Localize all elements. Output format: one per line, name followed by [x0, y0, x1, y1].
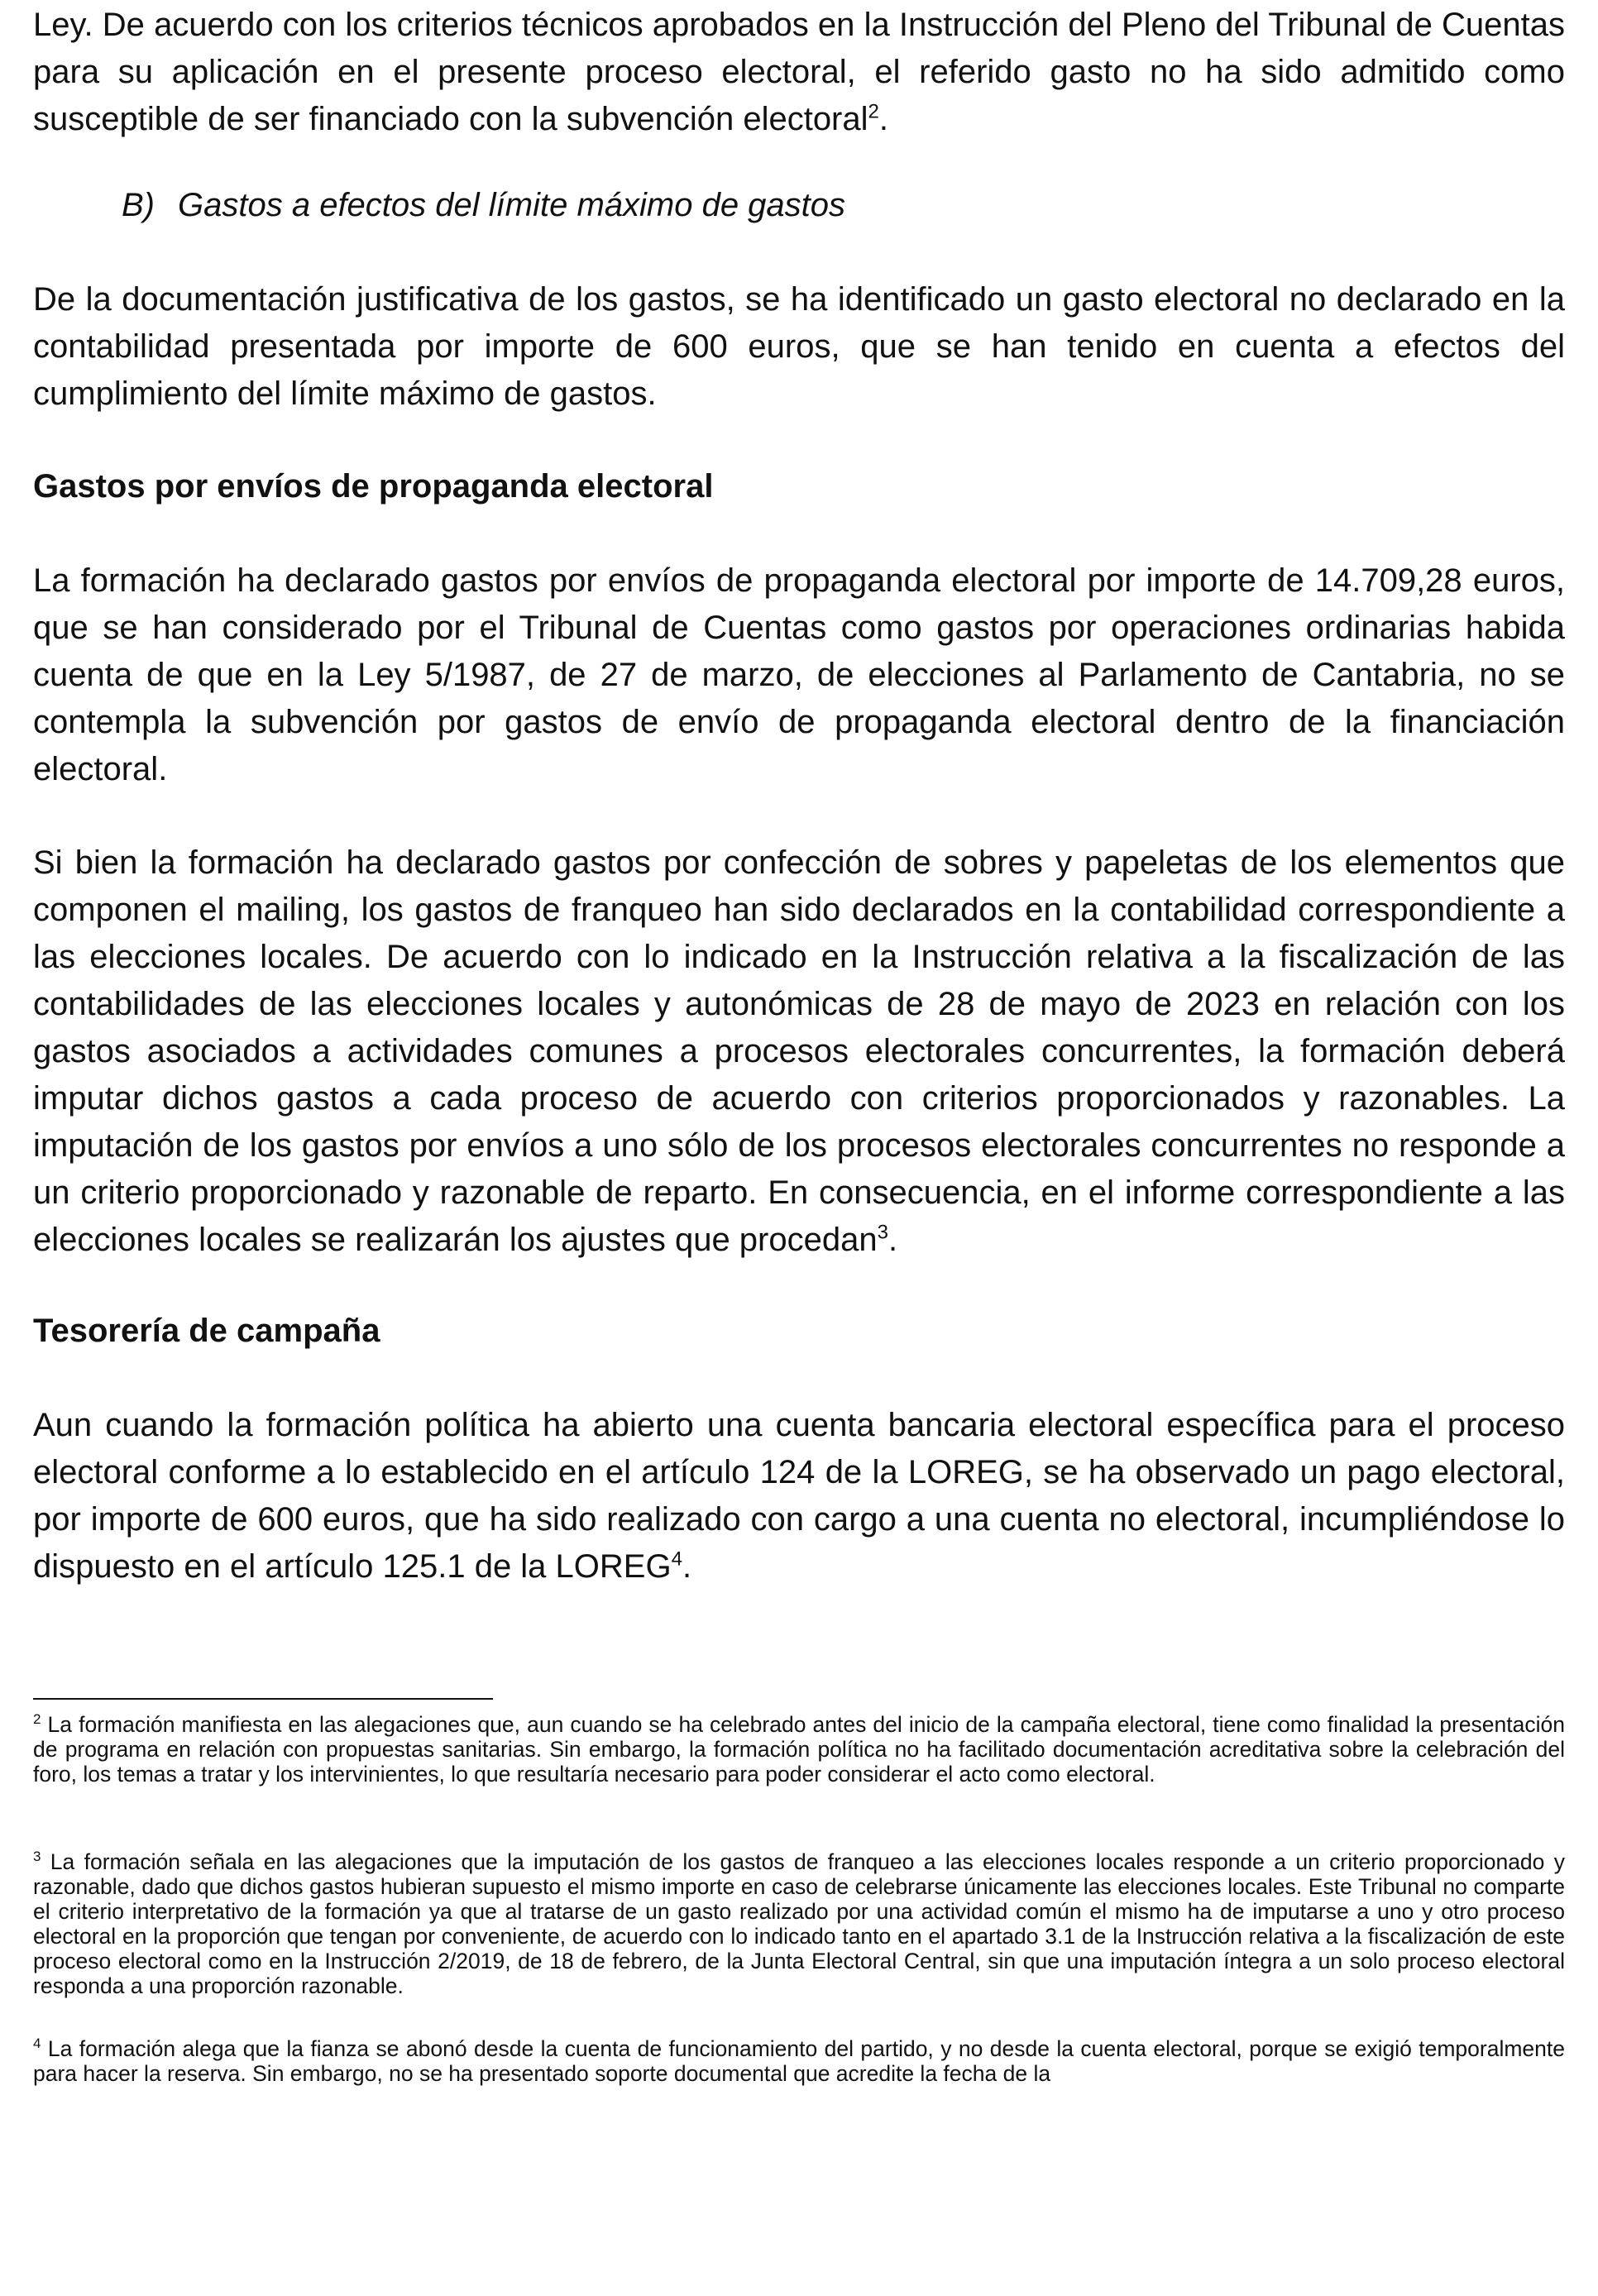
footnote-number: 3 — [33, 1849, 41, 1865]
heading-tesoreria: Tesorería de campaña — [33, 1313, 380, 1349]
footnote-3 — [33, 1849, 1565, 1998]
section-subtitle — [122, 182, 845, 229]
footnote-4 — [33, 2036, 1565, 2086]
paragraph-end: . — [888, 1222, 898, 1258]
section-letter: B) — [122, 187, 155, 223]
footnote-text: La formación manifiesta en las alegaciones que, aun cuando se ha celebrado antes del inicio de la campaña electoral, tiene como finalidad la presentación de programa en relación con propuestas sanitarias. Sin embargo, la formación política no ha facilitado documentación acreditativa sobre la celebración del foro, los temas a tratar y los intervinientes, lo que resultaría necesario para poder considerar el acto como electoral. — [33, 1712, 1565, 1787]
footnote-number: 4 — [33, 2035, 41, 2052]
paragraph-tesoreria — [33, 1402, 1565, 1590]
paragraph-limite-gastos: De la documentación justificativa de los gastos, se ha identificado un gasto electoral no declarado en la contabilidad presentada por importe de 600 euros, que se han tenido en cuenta a efectos del cumplimiento del límite máximo de gastos. — [33, 281, 1565, 412]
footnote-ref-2[interactable]: 2 — [868, 100, 879, 123]
footnote-text: La formación alega que la fianza se abonó desde la cuenta de funcionamiento del partido, y no desde la cuenta electoral, porque se exigió temporalmente para hacer la reserva. Sin embargo, no se ha presentado soporte documental que acredite la fecha de la — [33, 2036, 1565, 2086]
paragraph-mailing — [33, 839, 1565, 1264]
footnote-text: La formación señala en las alegaciones que la imputación de los gastos de franqueo a las elecciones locales responde a un criterio proporcionado y razonable, dado que dichos gastos hubieran supuesto el mismo importe en caso de celebrarse únicamente las elecciones locales. Este Tribunal no comparte el criterio interpretativo de la formación ya que al tratarse de un gasto realizado por una actividad común el mismo ha de imputarse a uno y otro proceso electoral en la proporción que tengan por conveniente, de acuerdo con lo indicado tanto en el apartado 3.1 de la Instrucción relativa a la fiscalización de este proceso electoral como en la Instrucción 2/2019, de 18 de febrero, de la Junta Electoral Central, sin que una imputación íntegra a un solo proceso electoral responda a una proporción razonable. — [33, 1849, 1565, 1998]
paragraph-subvencion — [33, 2, 1565, 143]
paragraph-text: Si bien la formación ha declarado gastos por confección de sobres y papeletas de los elementos que componen el mailing, los gastos de franqueo han sido declarados en la contabilidad correspondiente a las elecciones locales. De acuerdo con lo indicado en la Instrucción relativa a la fiscalización de las contabilidades de las elecciones locales y autonómicas de 28 de mayo de 2023 en relación con los gastos asociados a actividades comunes a procesos electorales concurrentes, la formación deberá imputar dichos gastos a cada proceso de acuerdo con criterios proporcionados y razonables. La imputación de los gastos por envíos a uno sólo de los procesos electorales concurrentes no responde a un criterio proporcionado y razonable de reparto. En consecuencia, en el informe correspondiente a las elecciones locales se realizarán los ajustes que procedan — [33, 844, 1565, 1258]
heading-gastos-envios: Gastos por envíos de propaganda electoral — [33, 468, 714, 505]
paragraph-text: Aun cuando la formación política ha abierto una cuenta bancaria electoral específica para el proceso electoral conforme a lo establecido en el artículo 124 de la LOREG, se ha observado un pago electoral, por importe de 600 euros, que ha sido realizado con cargo a una cuenta no electoral, incumpliéndose lo dispuesto en el artículo 125.1 de la LOREG — [33, 1407, 1565, 1585]
section-subtitle-text: Gastos a efectos del límite máximo de gastos — [178, 187, 846, 223]
paragraph-text: Ley. De acuerdo con los criterios técnicos aprobados en la Instrucción del Pleno del Tribunal de Cuentas para su aplicación en el presente proceso electoral, el referido gasto no ha sido admitido como susceptible de ser financiado con la subvención electoral — [33, 7, 1565, 137]
footnote-ref-3[interactable]: 3 — [877, 1221, 888, 1244]
paragraph-envios-propaganda: La formación ha declarado gastos por envíos de propaganda electoral por importe de 14.709,28 euros, que se han considerado por el Tribunal de Cuentas como gastos por operaciones ordinarias habida cuenta de que en la Ley 5/1987, de 27 de marzo, de elecciones al Parlamento de Cantabria, no se contempla la subvención por gastos de envío de propaganda electoral dentro de la financiación electoral. — [33, 562, 1565, 787]
footnote-2 — [33, 1712, 1565, 1787]
paragraph-end: . — [878, 101, 888, 137]
footnote-ref-4[interactable]: 4 — [671, 1547, 682, 1571]
paragraph-end: . — [682, 1548, 692, 1585]
footnote-number: 2 — [33, 1711, 41, 1728]
footnote-separator — [33, 1698, 493, 1700]
